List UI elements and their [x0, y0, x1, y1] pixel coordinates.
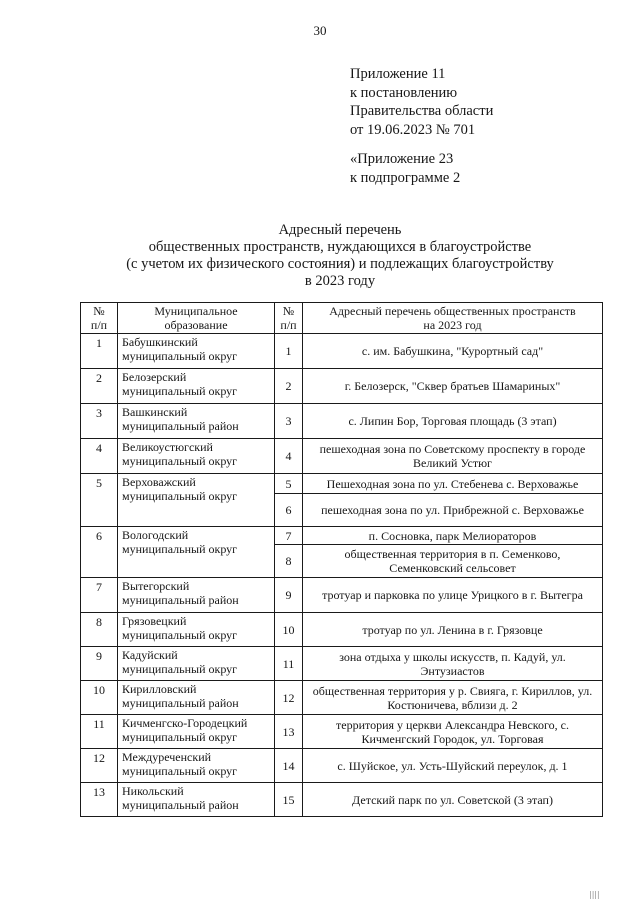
municipality-cell: [118, 474, 275, 527]
address-cell: пешеходная зона по ул. Прибрежной с. Верховажье: [303, 494, 603, 527]
table-row: [81, 681, 603, 715]
municipality-line: муниципальный округ: [122, 542, 238, 556]
table-row: [81, 578, 603, 613]
municipality-line: Вологодский: [122, 528, 189, 542]
table-row: [81, 404, 603, 439]
item-number: 14: [275, 749, 303, 783]
header-item-number-line: №: [282, 304, 295, 318]
municipality-line: муниципальный район: [122, 798, 239, 812]
municipality-line: Междуреченский: [122, 750, 212, 764]
row-number: 3: [81, 404, 118, 439]
municipality-cell: [118, 715, 275, 749]
address-cell: г. Белозерск, "Сквер братьев Шамариных": [303, 369, 603, 404]
appendix-line: Приложение 11: [350, 66, 446, 82]
table-row: [81, 749, 603, 783]
row-number: 9: [81, 647, 118, 681]
row-number: 6: [81, 527, 118, 578]
item-number: 2: [275, 369, 303, 404]
municipality-line: Грязовецкий: [122, 614, 187, 628]
table-row: [81, 647, 603, 681]
address-cell: пешеходная зона по Советскому проспекту в городе Великий Устюг: [303, 439, 603, 474]
title-line: (с учетом их физического состояния) и подлежащих благоустройству: [126, 256, 554, 272]
municipality-cell: [118, 578, 275, 613]
header-address-line: Адресный перечень общественных пространств: [329, 304, 576, 318]
table-header-row: [81, 303, 603, 334]
table-row: [81, 439, 603, 474]
header-municipality-line: образование: [164, 318, 228, 332]
address-cell: Пешеходная зона по ул. Стебенева с. Верховажье: [303, 474, 603, 494]
item-number: 3: [275, 404, 303, 439]
item-number: 6: [275, 494, 303, 527]
header-address-line: на 2023 год: [423, 318, 482, 332]
municipality-line: муниципальный район: [122, 696, 239, 710]
municipality-line: Кичменгско-Городецкий: [122, 716, 248, 730]
address-cell: тротуар и парковка по улице Урицкого в г. Вытегра: [303, 578, 603, 613]
item-number: 7: [275, 527, 303, 545]
item-number: 13: [275, 715, 303, 749]
municipality-line: Верховажский: [122, 475, 196, 489]
municipality-line: муниципальный район: [122, 419, 239, 433]
header-item-number: [275, 303, 303, 334]
page-number: 30: [313, 23, 327, 38]
municipality-cell: [118, 334, 275, 369]
municipality-cell: [118, 749, 275, 783]
appendix-line: Правительства области: [350, 103, 494, 119]
municipality-line: муниципальный округ: [122, 454, 238, 468]
table-row: [81, 613, 603, 647]
address-cell: общественная территория в п. Семенково, Семенковский сельсовет: [303, 545, 603, 578]
appendix-subheader: [350, 150, 460, 187]
address-cell: общественная территория у р. Свияга, г. Кириллов, ул. Костюничева, вблизи д. 2: [303, 681, 603, 715]
appendix-line: от 19.06.2023 № 701: [350, 121, 476, 138]
document-title: [80, 222, 600, 290]
appendix-sub-line: к подпрограмме 2: [350, 169, 461, 186]
municipality-line: муниципальный район: [122, 593, 239, 607]
header-municipality-line: Муниципальное: [154, 304, 238, 318]
municipality-line: Бабушкинский: [122, 335, 198, 349]
scan-mark: ||||: [589, 890, 600, 899]
municipality-line: Кирилловский: [122, 682, 197, 696]
appendix-line: к постановлению: [350, 84, 458, 101]
municipality-cell: [118, 783, 275, 817]
municipality-cell: [118, 404, 275, 439]
address-cell: зона отдыха у школы искусств, п. Кадуй, ул. Энтузиастов: [303, 647, 603, 681]
municipality-line: муниципальный округ: [122, 662, 238, 676]
municipality-line: Белозерский: [122, 370, 187, 384]
municipality-line: Вытегорский: [122, 579, 190, 593]
row-number: 8: [81, 613, 118, 647]
municipality-line: Никольский: [122, 784, 184, 798]
municipality-line: муниципальный округ: [122, 628, 238, 642]
item-number: 4: [275, 439, 303, 474]
table-row: [81, 369, 603, 404]
header-municipality: [118, 303, 275, 334]
municipality-line: Вашкинский: [122, 405, 188, 419]
address-cell: с. Липин Бор, Торговая площадь (3 этап): [303, 404, 603, 439]
row-number: 2: [81, 369, 118, 404]
header-address: [303, 303, 603, 334]
address-cell: Детский парк по ул. Советской (3 этап): [303, 783, 603, 817]
row-number: 1: [81, 334, 118, 369]
item-number: 10: [275, 613, 303, 647]
address-cell: с. им. Бабушкина, "Курортный сад": [303, 334, 603, 369]
title-line: общественных пространств, нуждающихся в благоустройстве: [148, 239, 532, 255]
title-line: в 2023 году: [304, 273, 376, 289]
municipality-cell: [118, 527, 275, 578]
address-cell: п. Сосновка, парк Мелиораторов: [303, 527, 603, 545]
row-number: 4: [81, 439, 118, 474]
table-row: [81, 715, 603, 749]
item-number: 8: [275, 545, 303, 578]
item-number: 9: [275, 578, 303, 613]
header-number: [81, 303, 118, 334]
title-line: Адресный перечень: [278, 222, 402, 238]
municipality-line: муниципальный округ: [122, 730, 238, 744]
row-number: 5: [81, 474, 118, 527]
row-number: 11: [81, 715, 118, 749]
municipality-cell: [118, 647, 275, 681]
table-row: [81, 334, 603, 369]
appendix-header: [350, 65, 493, 139]
municipality-cell: [118, 681, 275, 715]
table-row: [81, 783, 603, 817]
table-row: [81, 474, 603, 494]
municipality-line: муниципальный округ: [122, 384, 238, 398]
row-number: 7: [81, 578, 118, 613]
municipality-line: Великоустюгский: [122, 440, 213, 454]
municipality-line: муниципальный округ: [122, 349, 238, 363]
municipality-line: муниципальный округ: [122, 489, 238, 503]
item-number: 11: [275, 647, 303, 681]
header-number-line: №: [93, 304, 105, 318]
item-number: 5: [275, 474, 303, 494]
item-number: 15: [275, 783, 303, 817]
address-cell: тротуар по ул. Ленина в г. Грязовце: [303, 613, 603, 647]
row-number: 13: [81, 783, 118, 817]
table-row: [81, 527, 603, 545]
appendix-sub-line: «Приложение 23: [350, 151, 454, 167]
table-body: [81, 334, 603, 817]
header-item-number-line: п/п: [280, 318, 297, 332]
row-number: 10: [81, 681, 118, 715]
address-cell: с. Шуйское, ул. Усть-Шуйский переулок, д. 1: [303, 749, 603, 783]
item-number: 1: [275, 334, 303, 369]
municipality-line: Кадуйский: [122, 648, 178, 662]
municipality-cell: [118, 613, 275, 647]
municipality-cell: [118, 369, 275, 404]
municipality-line: муниципальный округ: [122, 764, 238, 778]
address-cell: территория у церкви Александра Невского, с. Кичменгский Городок, ул. Торговая: [303, 715, 603, 749]
row-number: 12: [81, 749, 118, 783]
header-number-line: п/п: [90, 318, 108, 332]
item-number: 12: [275, 681, 303, 715]
address-table: [80, 302, 603, 817]
municipality-cell: [118, 439, 275, 474]
